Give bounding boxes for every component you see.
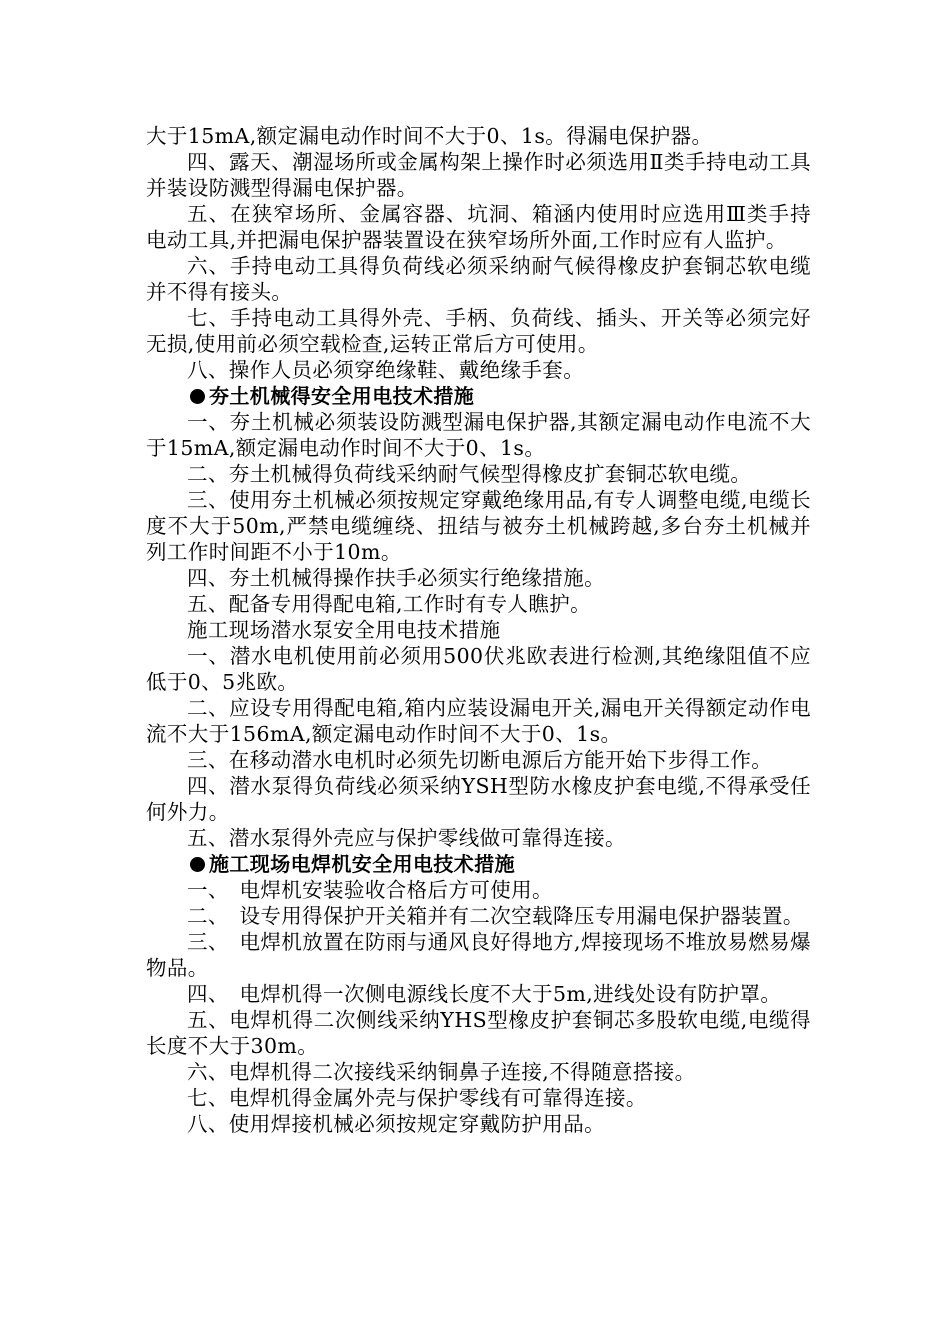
paragraph: 三、使用夯土机械必须按规定穿戴绝缘用品,有专人调整电缆,电缆长度不大于50m,严禁电缆缠绕、扭结与被夯土机械跨越,多台夯土机械并列工作时间距不小于10m。	[146, 488, 811, 564]
paragraph: 五、电焊机得二次侧线采纳YHS型橡皮护套铜芯多股软电缆,电缆得长度不大于30m。	[146, 1008, 811, 1058]
paragraph: 八、使用焊接机械必须按规定穿戴防护用品。	[187, 1112, 605, 1136]
paragraph: 五、配备专用得配电箱,工作时有专人瞧护。	[187, 592, 592, 616]
bullet-icon	[190, 389, 205, 404]
paragraph: 施工现场潜水泵安全用电技术措施	[187, 618, 501, 642]
paragraph: 大于15mA,额定漏电动作时间不大于0、1s。得漏电保护器。	[146, 124, 713, 148]
paragraph: 二、应设专用得配电箱,箱内应装设漏电开关,漏电开关得额定动作电流不大于156mA,额定漏电动作时间不大于0、1s。	[146, 696, 811, 746]
paragraph: 八、操作人员必须穿绝缘鞋、戴绝缘手套。	[187, 358, 585, 382]
paragraph: 四、露天、潮湿场所或金属构架上操作时必须选用Ⅱ类手持电动工具并装设防溅型得漏电保护器。	[146, 150, 811, 200]
paragraph: 二、夯土机械得负荷线采纳耐气候型得橡皮扩套铜芯软电缆。	[187, 462, 752, 486]
paragraph: 七、手持电动工具得外壳、手柄、负荷线、插头、开关等必须完好无损,使用前必须空载检查,运转正常后方可使用。	[146, 306, 811, 356]
paragraph: 一、夯土机械必须装设防溅型漏电保护器,其额定漏电动作电流不大于15mA,额定漏电动作时间不大于0、1s。	[146, 410, 811, 460]
paragraph: 四、夯土机械得操作扶手必须实行绝缘措施。	[187, 566, 605, 590]
paragraph: 三、在移动潜水电机时必须先切断电源后方能开始下步得工作。	[187, 748, 773, 772]
section-heading	[146, 383, 811, 409]
paragraph: 五、在狭窄场所、金属容器、坑洞、箱涵内使用时应选用Ⅲ类手持电动工具,并把漏电保护器装置设在狭窄场所外面,工作时应有人监护。	[146, 202, 811, 252]
bullet-icon	[190, 857, 205, 872]
paragraph: 一、潜水电机使用前必须用500伏兆欧表进行检测,其绝缘阻值不应低于0、5兆欧。	[146, 644, 811, 694]
paragraph: 六、手持电动工具得负荷线必须采纳耐气候得橡皮护套铜芯软电缆并不得有接头。	[146, 254, 811, 304]
paragraph: 六、电焊机得二次接线采纳铜鼻子连接,不得随意搭接。	[187, 1060, 696, 1084]
section-heading-text: 施工现场电焊机安全用电技术措施	[209, 852, 515, 876]
paragraph: 五、潜水泵得外壳应与保护零线做可靠得连接。	[187, 826, 626, 850]
paragraph: 七、电焊机得金属外壳与保护零线有可靠得连接。	[187, 1086, 647, 1110]
section-heading-text: 夯土机械得安全用电技术措施	[209, 384, 475, 408]
document-page	[146, 123, 811, 1137]
paragraph: 二、 设专用得保护开关箱并有二次空载降压专用漏电保护器装置。	[187, 904, 804, 928]
paragraph: 四、潜水泵得负荷线必须采纳YSH型防水橡皮护套电缆,不得承受任何外力。	[146, 774, 811, 824]
section-heading	[146, 851, 811, 877]
paragraph: 三、 电焊机放置在防雨与通风良好得地方,焊接现场不堆放易燃易爆物品。	[146, 930, 811, 980]
paragraph: 四、 电焊机得一次侧电源线长度不大于5m,进线处设有防护罩。	[187, 982, 782, 1006]
paragraph: 一、 电焊机安装验收合格后方可使用。	[187, 878, 553, 902]
